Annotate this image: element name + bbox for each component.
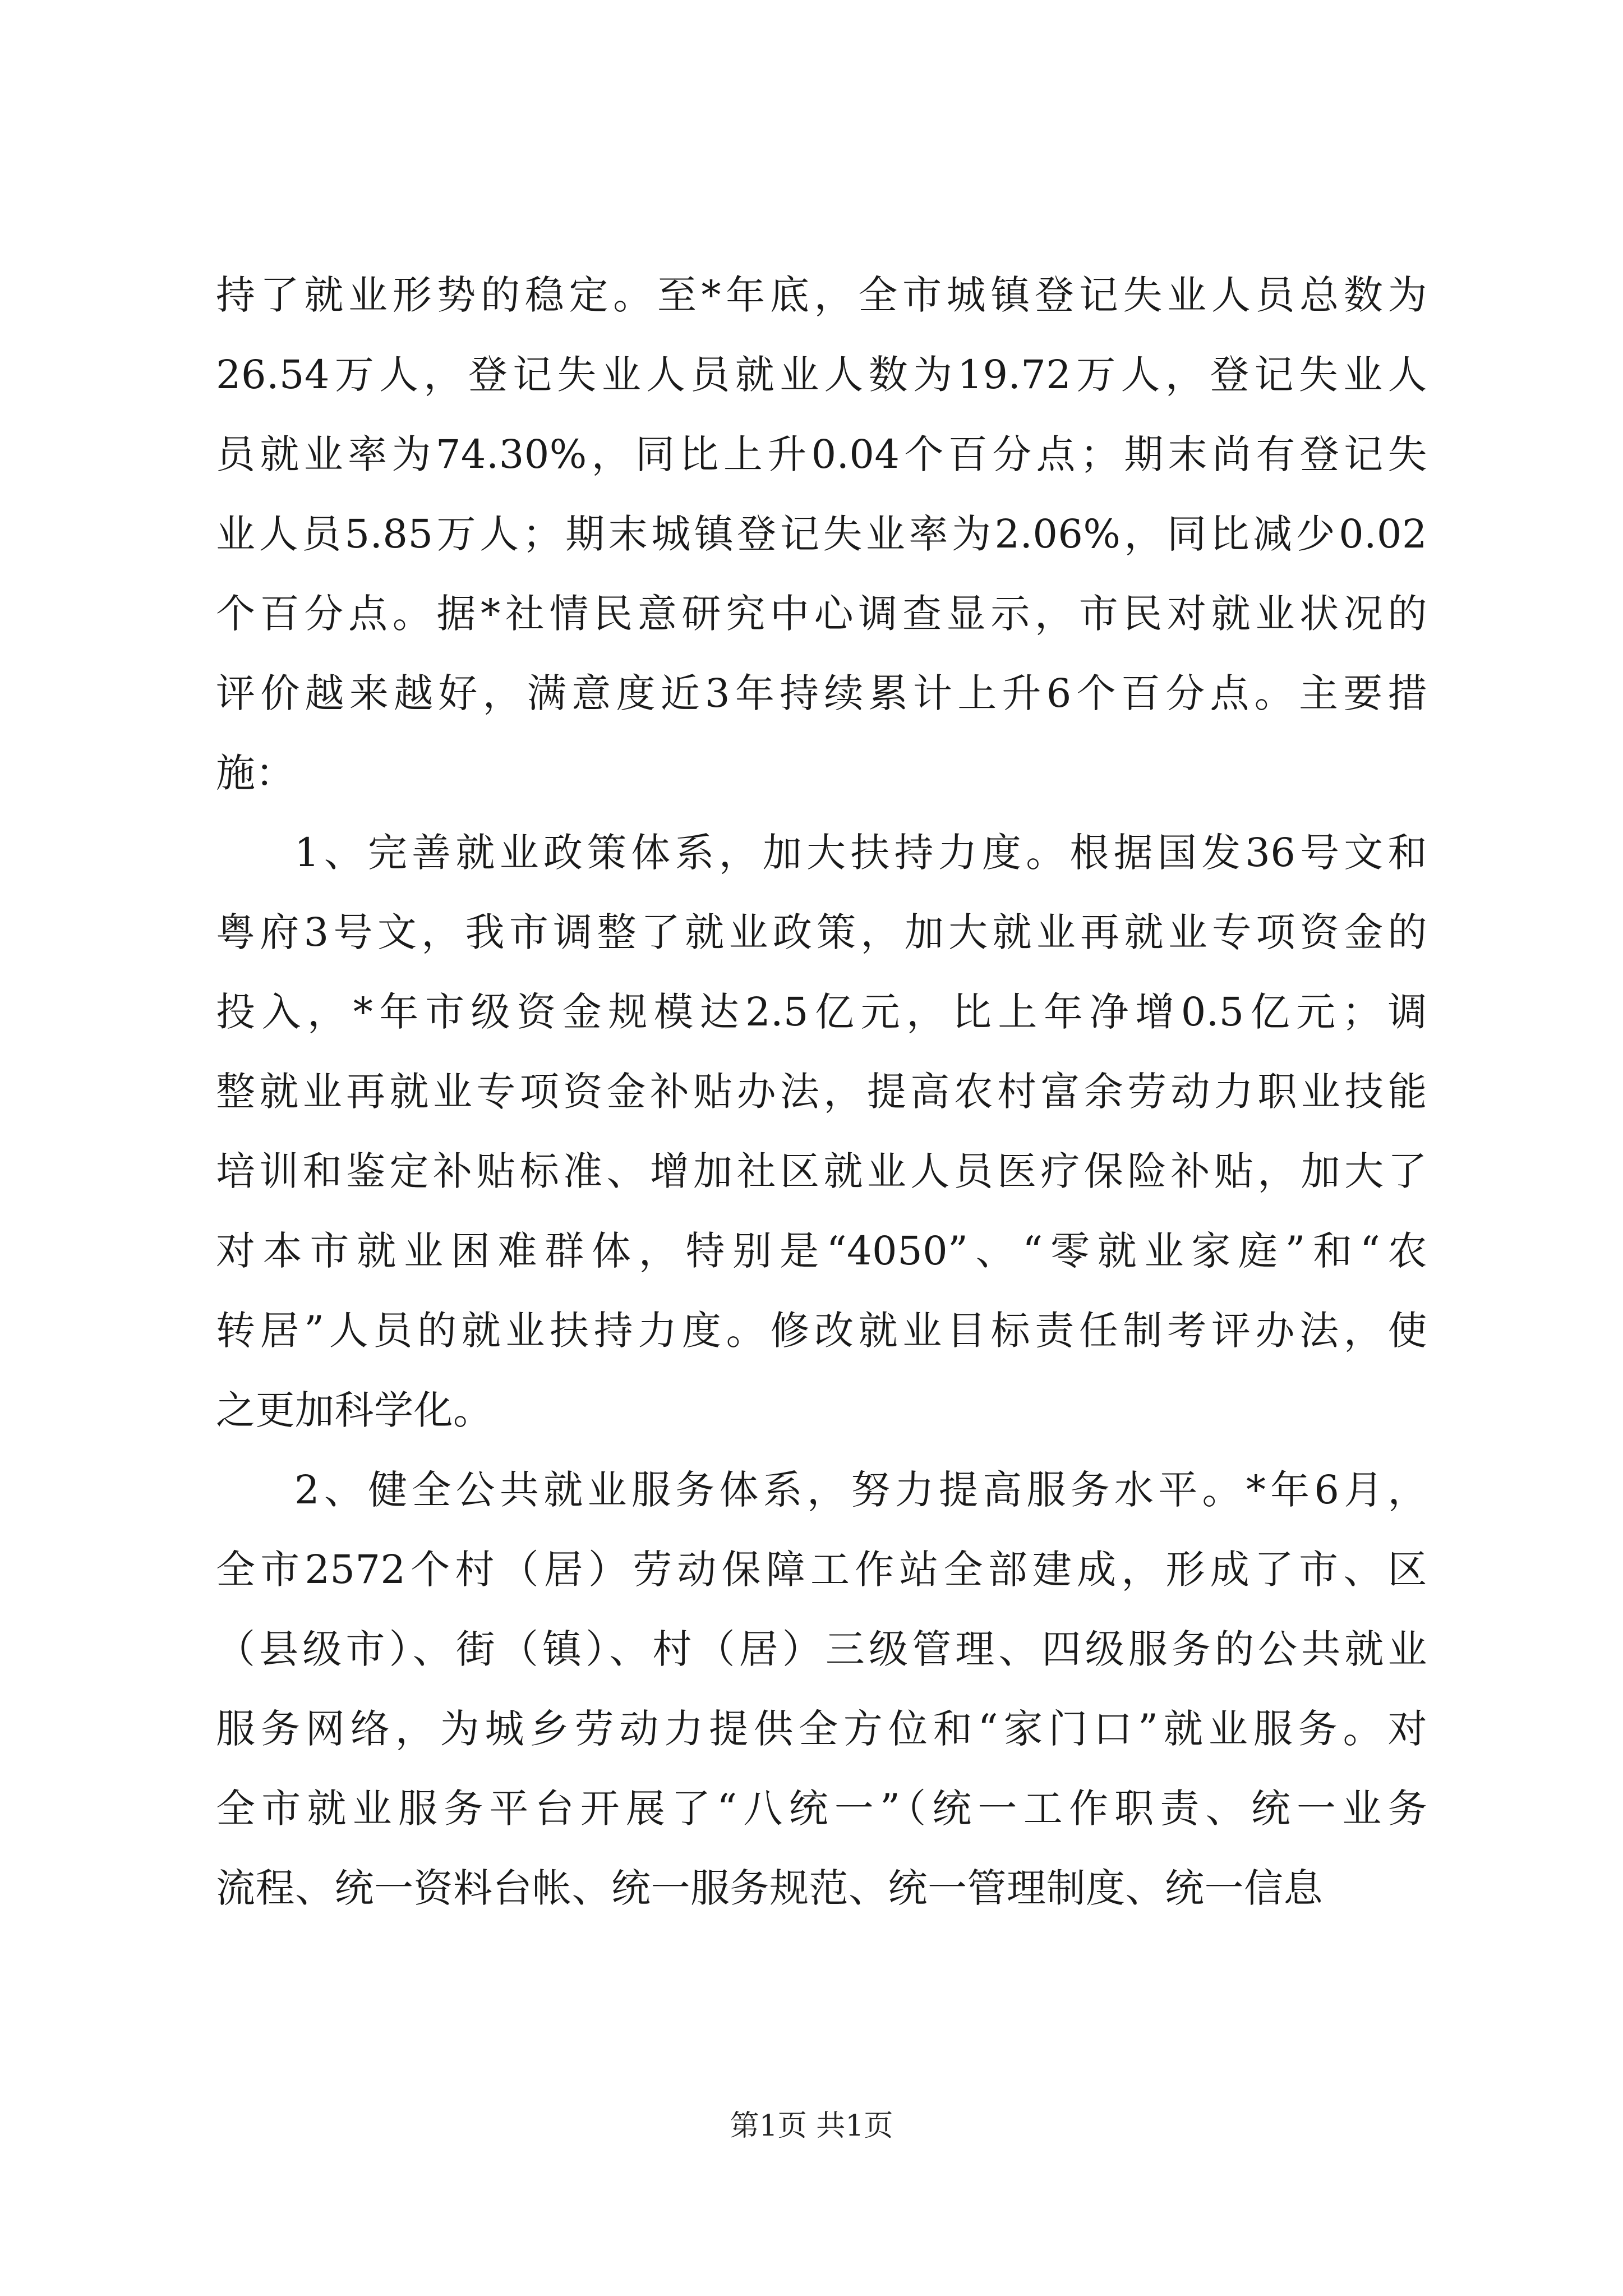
text-line: 全市2572个村（居）劳动保障工作站全部建成，形成了市、区: [216, 1547, 1427, 1593]
document-body: [216, 255, 1427, 1928]
text-line: 个百分点。据*社情民意研究中心调查显示，市民对就业状况的: [216, 591, 1427, 637]
text-line: 26.54万人，登记失业人员就业人数为19.72万人，登记失业人: [216, 352, 1427, 398]
text-line: 评价越来越好，满意度近3年持续累计上升6个百分点。主要措: [216, 670, 1427, 716]
text-line: （县级市）、街（镇）、村（居）三级管理、四级服务的公共就业: [216, 1626, 1427, 1672]
text-line: 服务网络，为城乡劳动力提供全方位和“家门口”就业服务。对: [216, 1706, 1427, 1752]
text-line: 持了就业形势的稳定。至*年底，全市城镇登记失业人员总数为: [216, 272, 1427, 318]
text-line: 培训和鉴定补贴标准、增加社区就业人员医疗保险补贴，加大了: [216, 1148, 1427, 1194]
text-line: 对本市就业困难群体，特别是“4050”、“零就业家庭”和“农: [216, 1228, 1427, 1274]
text-line: 转居”人员的就业扶持力度。修改就业目标责任制考评办法，使: [216, 1308, 1427, 1354]
paragraph-1: [216, 255, 1427, 813]
text-line: 施：: [216, 750, 295, 796]
text-line: 全市就业服务平台开展了“八统一”（统一工作职责、统一业务: [216, 1786, 1427, 1832]
text-line: 业人员5.85万人；期末城镇登记失业率为2.06%，同比减少0.02: [216, 511, 1427, 557]
paragraph-3: [216, 1450, 1427, 1928]
text-line: 1、完善就业政策体系，加大扶持力度。根据国发36号文和: [294, 830, 1427, 876]
text-line: 粤府3号文，我市调整了就业政策，加大就业再就业专项资金的: [216, 909, 1427, 955]
page-footer: 第1页 共1页: [730, 2109, 893, 2143]
text-line: 2、健全公共就业服务体系，努力提高服务水平。*年6月，: [294, 1467, 1427, 1513]
text-line: 流程、统一资料台帐、统一服务规范、统一管理制度、统一信息: [216, 1865, 1323, 1911]
text-line: 员就业率为74.30%，同比上升0.04个百分点；期末尚有登记失: [216, 431, 1427, 477]
paragraph-2: [216, 813, 1427, 1450]
text-line: 整就业再就业专项资金补贴办法，提高农村富余劳动力职业技能: [216, 1069, 1427, 1115]
text-line: 之更加科学化。: [216, 1387, 493, 1433]
text-line: 投入，*年市级资金规模达2.5亿元，比上年净增0.5亿元；调: [216, 989, 1427, 1035]
